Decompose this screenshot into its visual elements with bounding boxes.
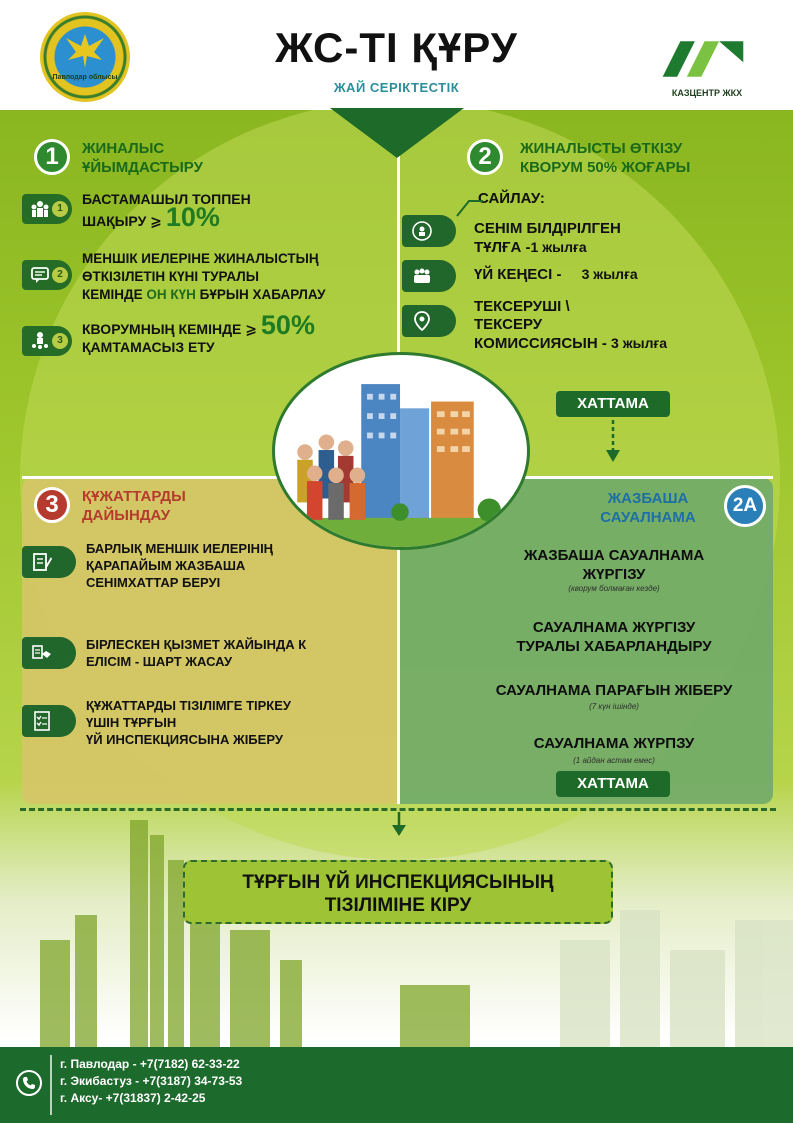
section1-item2-tab [22, 260, 72, 290]
section3-title [82, 487, 186, 525]
contact-city: г. Аксу- [60, 1091, 103, 1105]
item-line: БАСТАМАШЫЛ ТОППЕН [82, 191, 251, 207]
item-line: ӨТКІЗІЛЕТІН КҮНІ ТУРАЛЫ [82, 269, 259, 284]
item-line: ҚАРАПАЙЫМ ЖАЗБАША [86, 558, 246, 573]
page-title: ЖС-ТІ ҚҰРУ [275, 24, 518, 71]
emblem-caption: Павлодар облысы [52, 74, 118, 81]
item-line: СЕНІМХАТТАР БЕРУІ [86, 575, 221, 590]
item-line: ҮЙ КЕҢЕСІ - [474, 266, 562, 283]
logo-mark-icon [652, 38, 762, 88]
item-line: КОМИССИЯСЫН - [474, 335, 607, 352]
step-line: САУАЛНАМА ПАРАҒЫН ЖІБЕРУ [495, 682, 733, 699]
item-line: БАРЛЫҚ МЕНШІК ИЕЛЕРІНІҢ [86, 541, 274, 556]
final-line1: ТҰРҒЫН ҮЙ ИНСПЕКЦИЯСЫНЫҢ [242, 872, 554, 893]
section1-title-line2: ҰЙЫМДАСТЫРУ [82, 159, 203, 176]
election-connector [455, 200, 485, 218]
dashed-connector [20, 808, 776, 811]
council-people-icon [411, 265, 433, 287]
contact-phone[interactable]: +7(3187) 34-73-53 [142, 1074, 243, 1088]
section2-item2-tab [402, 260, 456, 292]
section2-item2-text [474, 265, 774, 284]
item-number: 1 [52, 201, 68, 217]
contact-ekibastuz [60, 1074, 242, 1088]
contact-phone[interactable]: +7(31837) 2-42-25 [105, 1091, 206, 1105]
item-line: ҮЙ ИНСПЕКЦИЯСЫНА ЖІБЕРУ [86, 732, 283, 747]
section1-title-line1: ЖИНАЛЫС [82, 140, 165, 157]
item-line: ТҰЛҒА - [474, 239, 531, 256]
section2a-step3-note: (7 күн ішінде) [589, 702, 639, 711]
down-arrow-icon [392, 812, 406, 836]
section3-item2-tab [22, 637, 76, 669]
section2a-protocol-badge: ХАТТАМА [556, 771, 670, 797]
item-line: ҮШІН ТҰРҒЫН [86, 715, 177, 730]
down-arrow-icon [606, 420, 620, 462]
presenter-icon [30, 331, 50, 351]
phone-icon [16, 1069, 42, 1097]
section2-item3-tab [402, 305, 456, 337]
term-label: 3 жылға [611, 335, 668, 351]
section2-item1-tab [402, 215, 456, 247]
city-skyline-background [0, 820, 793, 1048]
checklist-icon [31, 710, 53, 732]
section2-item3-text [474, 298, 774, 353]
section2a-step2 [452, 618, 776, 656]
contact-phone[interactable]: +7(7182) 62-33-22 [139, 1057, 240, 1071]
location-pin-icon [411, 310, 433, 332]
contact-city: г. Экибастуз - [60, 1074, 140, 1088]
section1-title [82, 139, 203, 177]
section3-item3-tab [22, 705, 76, 737]
threshold-value: 50% [260, 310, 315, 340]
section2a-number-badge: 2А [724, 485, 766, 527]
final-line2: ТІЗІЛІМІНЕ КІРУ [324, 895, 472, 916]
section2a-step4 [452, 734, 776, 753]
section1-item1-text [82, 190, 372, 230]
delegate-network-icon [411, 220, 433, 242]
election-label: САЙЛАУ: [478, 190, 545, 207]
section2-number-badge: 2 [467, 139, 503, 175]
group-people-icon [30, 199, 50, 219]
kazcenter-logo [652, 38, 762, 100]
buildings-and-people-icon [275, 355, 527, 547]
section1-item2-text [82, 250, 392, 304]
section2-protocol-badge: ХАТТАМА [556, 391, 670, 417]
section3-title-line2: ДАЙЫНДАУ [82, 507, 171, 524]
section2-title [520, 139, 690, 177]
highlight-ten-days: ОН КҮН [146, 287, 196, 302]
item-line: ҚАМТАМАСЫЗ ЕТУ [82, 339, 215, 355]
section2a-title [588, 489, 708, 527]
section2a-step3 [452, 681, 776, 700]
threshold-value: 10% [165, 202, 220, 232]
section2-title-line2: КВОРУМ 50% ЖОҒАРЫ [520, 159, 691, 176]
item-number: 3 [52, 333, 68, 349]
section2-item1-text [474, 220, 774, 257]
section3-item2-text [86, 636, 386, 670]
footer-divider [50, 1055, 52, 1115]
item-line: БҰРЫН ХАБАРЛАУ [195, 287, 326, 302]
step-line: ЖАЗБАША САУАЛНАМА [523, 547, 705, 564]
section2a-step1-note: (кворум болмаған кезде) [568, 584, 660, 593]
section3-item3-text [86, 697, 386, 748]
item-number: 2 [52, 267, 68, 283]
center-illustration [272, 352, 530, 550]
section1-number-badge: 1 [34, 139, 70, 175]
item-line: МЕНШІК ИЕЛЕРІНЕ ЖИНАЛЫСТЫҢ [82, 251, 319, 266]
section2a-step1 [452, 546, 776, 584]
section2a-title-line1: ЖАЗБАША [607, 490, 689, 507]
section1-item3-text [82, 310, 392, 356]
item-line: ЕЛІСІМ - ШАРТ ЖАСАУ [86, 654, 233, 669]
item-line: БІРЛЕСКЕН ҚЫЗМЕТ ЖАЙЫНДА К [86, 637, 307, 652]
section1-item1-tab [22, 194, 72, 224]
item-line: СЕНІМ БІЛДІРІЛГЕН [474, 220, 621, 237]
header-notch [330, 108, 464, 158]
header [0, 0, 793, 110]
section2a-title-line2: САУАЛНАМА [600, 509, 696, 526]
agreement-handshake-icon [31, 642, 53, 664]
section3-title-line1: ҚҰЖАТТАРДЫ [82, 488, 186, 505]
term-label: 3 жылға [581, 266, 638, 282]
item-line: ШАҚЫРУ ⩾ [82, 213, 162, 229]
section2-title-line1: ЖИНАЛЫСТЫ ӨТКІЗУ [520, 140, 683, 157]
document-pen-icon [31, 551, 53, 573]
footer [0, 1047, 793, 1123]
section1-item3-tab [22, 326, 72, 356]
step-line: ТУРАЛЫ ХАБАРЛАНДЫРУ [516, 638, 712, 655]
term-label: 1 жылға [530, 239, 587, 255]
section2a-step4-note: (1 айдан астам емес) [573, 756, 655, 765]
item-line: ҚҰЖАТТАРДЫ ТІЗІЛІМГЕ ТІРКЕУ [86, 698, 291, 713]
step-line: САУАЛНАМА ЖҮРПЗУ [533, 735, 695, 752]
step-line: ЖҮРГІЗУ [582, 566, 646, 583]
section3-number-badge: 3 [34, 487, 70, 523]
item-line: КЕМІНДЕ [82, 287, 147, 302]
contact-pavlodar [60, 1057, 240, 1071]
step-line: САУАЛНАМА ЖҮРГІЗУ [532, 619, 696, 636]
contact-city: г. Павлодар - [60, 1057, 137, 1071]
item-line: ТЕКСЕРУШІ \ [474, 298, 570, 315]
chat-bubble-icon [30, 265, 50, 285]
item-line: КВОРУМНЫҢ КЕМІНДЕ ⩾ [82, 321, 258, 337]
section3-item1-tab [22, 546, 76, 578]
logo-caption: КАЗЦЕНТР ЖКХ [671, 88, 743, 98]
page-subtitle: ЖАЙ СЕРІКТЕСТІК [333, 80, 460, 95]
final-step-box [183, 860, 613, 924]
section3-item1-text [86, 540, 386, 591]
item-line: ТЕКСЕРУ [474, 316, 543, 333]
contact-aksu [60, 1091, 205, 1105]
